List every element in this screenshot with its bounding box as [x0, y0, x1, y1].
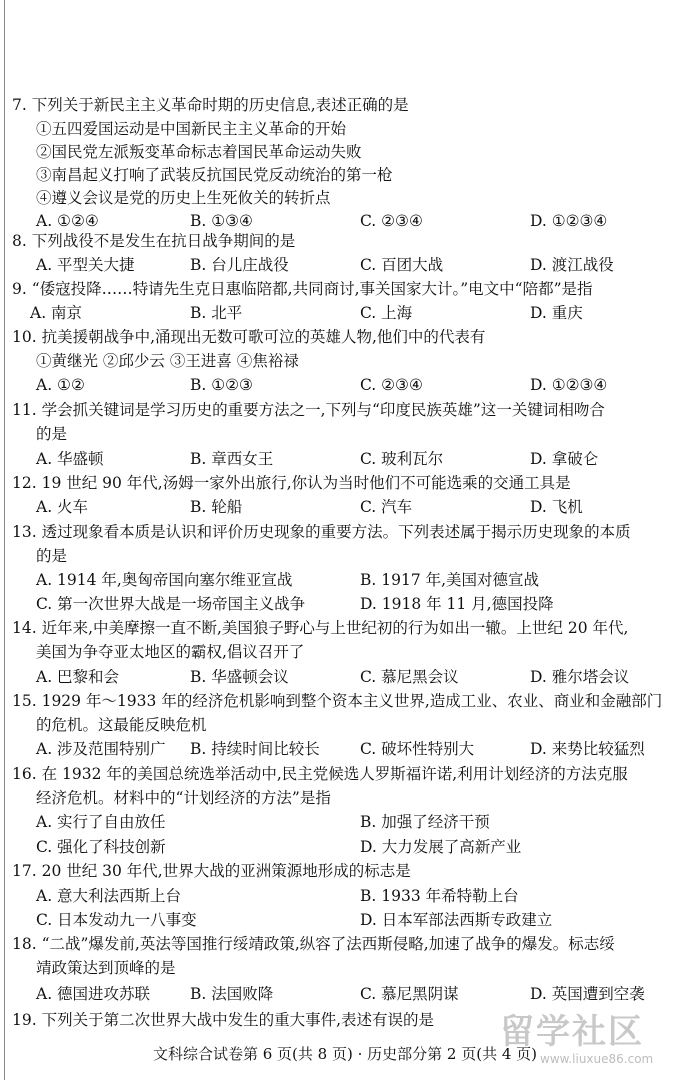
question-15-stem-line-1: 15. 1929 年～1933 年的经济危机影响到整个资本主义世界,造成工业、农业、商业和金融部门: [12, 692, 663, 710]
question-15-option-a: A. 涉及范围特别广: [36, 740, 166, 758]
question-7-statement-1: ①五四爱国运动是中国新民主主义革命的开始: [36, 120, 347, 138]
question-12-option-a: A. 火车: [36, 498, 89, 516]
question-7-stem: 7. 下列关于新民主主义革命时期的历史信息,表述正确的是: [12, 96, 409, 114]
site-watermark: [500, 1012, 686, 1074]
question-14-option-b: B. 华盛顿会议: [190, 668, 289, 686]
question-12-stem: 12. 19 世纪 90 年代,汤姆一家外出旅行,你认为当时他们不可能选乘的交通工具是: [12, 474, 571, 492]
question-11-option-b: B. 章西女王: [190, 450, 274, 468]
question-18-option-b: B. 法国败降: [190, 985, 274, 1003]
question-8-option-d: D. 渡江战役: [530, 256, 614, 274]
question-17-option-d: D. 日本军部法西斯专政建立: [360, 911, 553, 929]
question-8-option-a: A. 平型关大捷: [36, 256, 135, 274]
question-15-stem-line-2: 的危机。这最能反映危机: [36, 716, 207, 734]
question-7-statement-2: ②国民党左派叛变革命标志着国民革命运动失败: [36, 143, 362, 161]
question-14-option-c: C. 慕尼黑会议: [360, 668, 459, 686]
question-7-option-d: D. ①②③④: [530, 212, 608, 230]
question-16-stem-line-1: 16. 在 1932 年的美国总统选举活动中,民主党候选人罗斯福许诺,利用计划经济的方法克服: [12, 765, 628, 783]
question-9-option-c: C. 上海: [360, 304, 413, 322]
question-17-option-c: C. 日本发动九一八事变: [36, 911, 197, 929]
question-9-option-a: A. 南京: [30, 304, 83, 322]
question-7-option-c: C. ②③④: [360, 212, 423, 230]
question-15-option-c: C. 破坏性特别大: [360, 740, 475, 758]
question-12-option-d: D. 飞机: [530, 498, 583, 516]
question-16-option-c: C. 强化了科技创新: [36, 838, 166, 856]
question-17-option-a: A. 意大利法西斯上台: [36, 887, 182, 905]
question-15-option-b: B. 持续时间比较长: [190, 740, 320, 758]
watermark-url: www.liuxue86.com: [540, 1052, 654, 1066]
question-14-option-d: D. 雅尔塔会议: [530, 668, 630, 686]
question-15-option-d: D. 来势比较猛烈: [530, 740, 645, 758]
question-17-stem: 17. 20 世纪 30 年代,世界大战的亚洲策源地形成的标志是: [12, 862, 411, 880]
question-13-option-b: B. 1917 年,美国对德宣战: [360, 571, 540, 589]
question-17-option-b: B. 1933 年希特勒上台: [360, 887, 519, 905]
question-10-statements: ①黄继光 ②邱少云 ③王进喜 ④焦裕禄: [36, 352, 299, 370]
question-16-stem-line-2: 经济危机。材料中的“计划经济的方法”是指: [36, 789, 331, 807]
question-7-statement-4: ④遵义会议是党的历史上生死攸关的转折点: [36, 189, 331, 207]
question-8-stem: 8. 下列战役不是发生在抗日战争期间的是: [12, 232, 296, 250]
question-19-stem: 19. 下列关于第二次世界大战中发生的重大事件,表述有误的是: [12, 1011, 435, 1029]
question-13-option-c: C. 第一次世界大战是一场帝国主义战争: [36, 595, 306, 613]
page-footer: 文科综合试卷第 6 页(共 8 页) · 历史部分第 2 页(共 4 页): [152, 1045, 538, 1063]
question-10-stem: 10. 抗美援朝战争中,涌现出无数可歌可泣的英雄人物,他们中的代表有: [12, 328, 486, 346]
question-14-stem-line-1: 14. 近年来,中美摩擦一直不断,美国狼子野心与上世纪初的行为如出一辙。上世纪 20 年代,: [12, 619, 629, 637]
question-18-option-d: D. 英国遭到空袭: [530, 985, 645, 1003]
question-13-option-a: A. 1914 年,奥匈帝国向塞尔维亚宣战: [36, 571, 293, 589]
question-16-option-a: A. 实行了自由放任: [36, 813, 166, 831]
question-12-option-b: B. 轮船: [190, 498, 243, 516]
question-14-stem-line-2: 美国为争夺亚太地区的霸权,倡议召开了: [36, 643, 305, 661]
question-7-statement-3: ③南昌起义打响了武装反抗国民党反动统治的第一枪: [36, 166, 393, 184]
question-18-stem-line-2: 靖政策达到顶峰的是: [36, 959, 176, 977]
question-7-option-a: A. ①②④: [36, 212, 99, 230]
question-18-stem-line-1: 18. “二战”爆发前,英法等国推行绥靖政策,纵容了法西斯侵略,加速了战争的爆发。标志绥: [12, 935, 615, 953]
question-11-option-d: D. 拿破仑: [530, 450, 599, 468]
question-11-stem-line-2: 的是: [36, 425, 68, 443]
question-13-stem-line-2: 的是: [36, 547, 68, 565]
question-9-stem: 9. “倭寇投降……特请先生克日惠临陪都,共同商讨,事关国家大计。”电文中“陪都”是指: [12, 280, 593, 298]
question-10-option-c: C. ②③④: [360, 376, 423, 394]
question-11-option-a: A. 华盛顿: [36, 450, 104, 468]
question-11-option-c: C. 玻利瓦尔: [360, 450, 444, 468]
question-8-option-b: B. 台儿庄战役: [190, 256, 289, 274]
watermark-logo-text: 留学社区: [500, 1012, 644, 1052]
question-13-option-d: D. 1918 年 11 月,德国投降: [360, 595, 554, 613]
question-9-option-b: B. 北平: [190, 304, 243, 322]
question-18-option-a: A. 德国进攻苏联: [36, 985, 151, 1003]
question-18-option-c: C. 慕尼黑阴谋: [360, 985, 459, 1003]
question-10-option-a: A. ①②: [36, 376, 85, 394]
question-12-option-c: C. 汽车: [360, 498, 413, 516]
question-13-stem-line-1: 13. 透过现象看本质是认识和评价历史现象的重要方法。下列表述属于揭示历史现象的本质: [12, 523, 631, 541]
question-11-stem-line-1: 11. 学会抓关键词是学习历史的重要方法之一,下列与“印度民族英雄”这一关键词相吻合: [12, 401, 605, 419]
question-9-option-d: D. 重庆: [530, 304, 583, 322]
question-16-option-b: B. 加强了经济干预: [360, 813, 490, 831]
question-10-option-b: B. ①②③: [190, 376, 253, 394]
question-7-option-b: B. ①③④: [190, 212, 253, 230]
question-14-option-a: A. 巴黎和会: [36, 668, 120, 686]
question-8-option-c: C. 百团大战: [360, 256, 444, 274]
question-16-option-d: D. 大力发展了高新产业: [360, 838, 522, 856]
question-10-option-d: D. ①②③④: [530, 376, 608, 394]
